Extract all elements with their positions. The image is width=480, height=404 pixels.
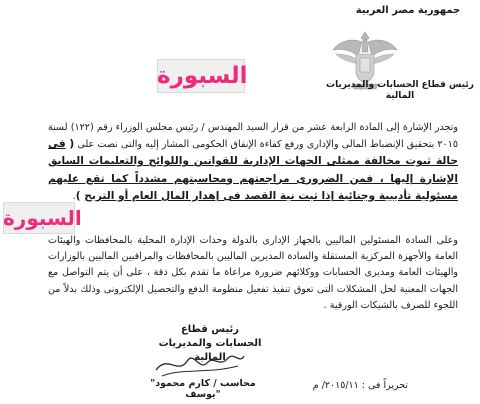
paragraph-1-emphasis: ( فى حالة ثبوت مخالفة ممثلى الجهات الإدارية للقوانين واللوائح والتعليمات السابق الإشارة إليها ، فمن الضرورى مراجعتهم ومحاسبتهم مشدداً كما تقع عليهم مسئولية تأديبية وجنائية إذا ثبت نية القصد فى إهدار المال العام أو التربح ): [48, 138, 458, 202]
signatory-name: "محاسب / كارم محمود يوسف": [150, 378, 256, 400]
handwritten-signature: [148, 346, 248, 382]
country-header: جمهورية مصر العربية: [355, 5, 461, 16]
letter-date: تحريراً فى : ٢٠١٥/١١/ م: [312, 380, 408, 391]
paragraph-1-text: وتجدر الإشارة إلى المادة الرابعة عشر من قرار السيد المهندس / رئيس مجلس الوزراء رقم (١٢٢) لسنة ٢٠١٥ بتحقيق الإنضباط المالى والإدارى ورفع كفاءة الإنفاق الحكومى المشار إليه والتى نصت على: [48, 122, 459, 151]
signatory-title-line-1: رئيس قطاع: [180, 324, 240, 335]
signatory-title-line-2: الحسابات والمديريات المالية: [158, 338, 262, 363]
paragraph-1-end: .: [72, 190, 76, 202]
watermark-logo: السبورة: [157, 59, 245, 93]
watermark-logo: السبورة: [3, 202, 75, 234]
letter-paragraph-1: [48, 120, 458, 205]
letter-paragraph-2: وعلى السادة المسئولين الماليين بالجهاز الإدارى بالدولة وحدات الإدارة المحلية بالمحافظات والهيئات العامة والأجهزة المركزية المستقلة والسادة المديرين الماليين بالمحافظات والمراقبين الماليين بالوزارات والهيئات العامة ومديرى الحسابات ووكلائهم ضرورة مراعاة ما تقدم بكل دقة ، على أن يتم التواصل مع الجهات المعنية لحل المشكلات التى تعوق تنفيذ تفعيل منظومة الدفع والتحصيل الإلكترونى وذلك بدلاً من اللجوء للصرف بالشيكات الورقية .: [48, 235, 458, 311]
department-label: رئيس قطاع الحسابات والمديريات المالية: [326, 80, 474, 102]
